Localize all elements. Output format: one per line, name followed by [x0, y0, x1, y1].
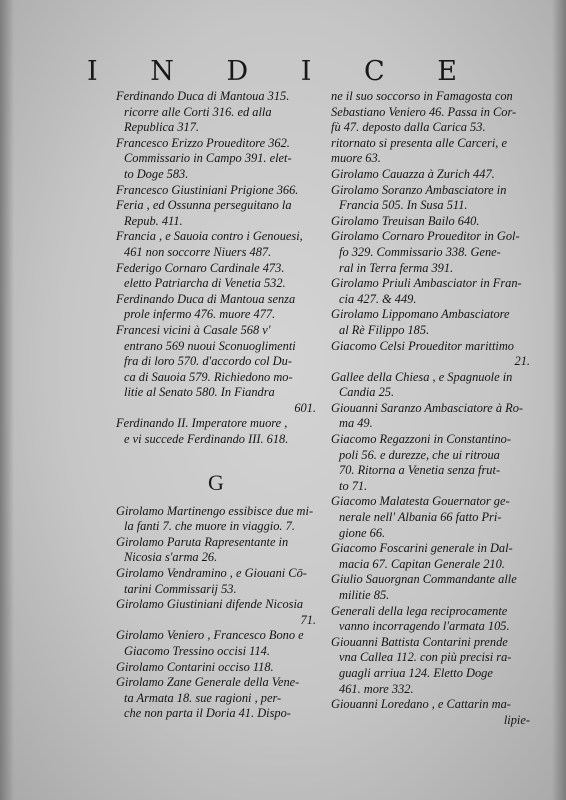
index-line: Francia 505. In Susa 511.: [339, 198, 468, 213]
index-line: Giouanni Saranzo Ambasciatore à Ro-: [331, 400, 524, 415]
index-line: Girolamo Contarini occiso 118.: [116, 659, 274, 674]
index-line: ta Armata 18. sue ragioni , per-: [124, 690, 282, 705]
index-line: Girolamo Soranzo Ambasciatore in: [331, 182, 507, 197]
catchword: lipie-: [503, 712, 530, 727]
index-line: 21.: [514, 354, 530, 369]
index-line: poli 56. e durezze, che ui ritroua: [339, 447, 500, 462]
index-line: fù 47. deposto dalla Carica 53.: [331, 120, 486, 135]
index-line: to Doge 583.: [124, 166, 189, 181]
index-line: fo 329. Commissario 338. Gene-: [339, 244, 501, 259]
index-line: muore 63.: [331, 151, 381, 166]
right-column: [331, 89, 530, 728]
index-line: Ferdinando Duca di Mantoua 315.: [116, 89, 290, 103]
index-line: vanno incorragendo l'armata 105.: [339, 619, 510, 634]
index-line: tarini Commissarij 53.: [124, 581, 237, 596]
index-line: al Rè Filippo 185.: [339, 322, 430, 337]
index-line: Girolamo Lippomano Ambasciatore: [331, 307, 510, 322]
left-entries-top: [116, 89, 316, 448]
index-line: Francesco Erizzo Proueditore 362.: [116, 135, 290, 150]
index-line: 461 non soccorre Niuers 487.: [124, 244, 272, 259]
index-line: Republica 317.: [124, 120, 200, 135]
index-line: Girolamo Veniero , Francesco Bono e: [116, 628, 304, 643]
index-line: Giacomo Regazzoni in Constantino-: [331, 432, 512, 447]
index-line: ma 49.: [339, 416, 373, 431]
index-line: Giulio Sauorgnan Commandante alle: [331, 572, 517, 587]
index-line: la fanti 7. che muore in viaggio. 7.: [124, 519, 295, 534]
index-line: fra di loro 570. d'accordo col Du-: [124, 354, 292, 369]
index-line: ca di Sauoia 579. Richiedono mo-: [124, 369, 293, 384]
index-line: Ferdinando II. Imperatore muore ,: [116, 416, 288, 431]
index-line: guagli arriua 124. Eletto Doge: [339, 665, 493, 680]
index-line: Francia , e Sauoia contro i Genouesi,: [116, 229, 303, 244]
index-line: eletto Patriarcha di Venetia 532.: [124, 276, 286, 291]
index-line: to 71.: [339, 478, 368, 493]
index-line: Giouanni Battista Contarini prende: [331, 634, 508, 649]
index-line: 601.: [294, 400, 316, 415]
index-line: 71.: [300, 612, 316, 627]
index-line: Girolamo Cornaro Proueditor in Gol-: [331, 229, 520, 244]
index-line: cia 427. & 449.: [339, 291, 417, 306]
section-letter-g: G: [208, 469, 224, 495]
index-line: Giouanni Loredano , e Cattarin ma-: [331, 697, 511, 712]
index-line: vna Callea 112. con più precisi ra-: [339, 650, 512, 665]
index-line: Ferdinando Duca di Mantoua senza: [116, 291, 296, 306]
index-line: 70. Ritorna a Venetia senza frut-: [339, 463, 501, 478]
index-line: Girolamo Martinengo essibisce due mi-: [116, 503, 314, 518]
index-line: nerale nell' Albania 66 fatto Pri-: [339, 510, 502, 525]
index-line: prole infermo 476. muore 477.: [124, 307, 276, 322]
left-entries-bottom: [116, 504, 316, 722]
index-line: Commissario in Campo 391. elet-: [124, 151, 292, 166]
index-line: Francesco Giustiniani Prigione 366.: [116, 182, 299, 197]
page-shadow-left: [0, 0, 14, 800]
index-line: ral in Terra ferma 391.: [339, 260, 454, 275]
index-line: Federigo Cornaro Cardinale 473.: [116, 260, 285, 275]
index-line: Nicosia s'arma 26.: [124, 550, 218, 565]
index-line: Girolamo Giustiniani difende Nicosia: [116, 597, 304, 612]
index-line: Sebastiano Veniero 46. Passa in Cor-: [331, 104, 517, 119]
index-line: Girolamo Zane Generale della Vene-: [116, 675, 300, 690]
index-line: Girolamo Treuisan Bailo 640.: [331, 213, 480, 228]
index-line: 461. more 332.: [339, 681, 414, 696]
index-line: che non parta il Doria 41. Dispo-: [124, 706, 291, 721]
index-line: entrano 569 nuoui Sconuoglimenti: [124, 338, 296, 353]
index-line: litie al Senato 580. In Fiandra: [124, 385, 275, 400]
index-line: Giacomo Tressino occisi 114.: [124, 644, 270, 658]
index-line: Feria , ed Ossunna perseguitano la: [116, 198, 292, 213]
index-line: Girolamo Priuli Ambasciator in Fran-: [331, 276, 522, 291]
index-line: Generali della lega reciprocamente: [331, 603, 508, 618]
index-line: Giacomo Malatesta Gouernator ge-: [331, 494, 510, 509]
index-line: Repub. 411.: [124, 213, 183, 228]
index-line: Girolamo Paruta Rapresentante in: [116, 534, 289, 549]
index-line: macia 67. Capitan Generale 210.: [339, 556, 505, 571]
index-line: Girolamo Vendramino , e Giouani Cō-: [116, 566, 307, 581]
index-line: Gallee della Chiesa , e Spagnuole in: [331, 369, 513, 384]
index-title: I N D I C E: [87, 56, 479, 87]
index-line: gione 66.: [339, 525, 386, 540]
index-line: Giacomo Celsi Proueditor marittimo: [331, 338, 514, 353]
index-line: Candia 25.: [339, 385, 395, 400]
index-line: e vi succede Ferdinando III. 618.: [124, 432, 289, 447]
index-line: ricorre alle Corti 316. ed alla: [124, 104, 272, 119]
left-column: [116, 89, 316, 722]
index-line: Giacomo Foscarini generale in Dal-: [331, 541, 513, 556]
index-line: Francesi vicini à Casale 568 v': [116, 322, 271, 337]
index-line: militie 85.: [339, 588, 390, 602]
index-line: Girolamo Cauazza à Zurich 447.: [331, 166, 495, 181]
page-shadow-right: [552, 0, 566, 800]
index-line: ritornato si presenta alle Carceri, e: [331, 135, 507, 150]
index-line: ne il suo soccorso in Famagosta con: [331, 89, 513, 103]
